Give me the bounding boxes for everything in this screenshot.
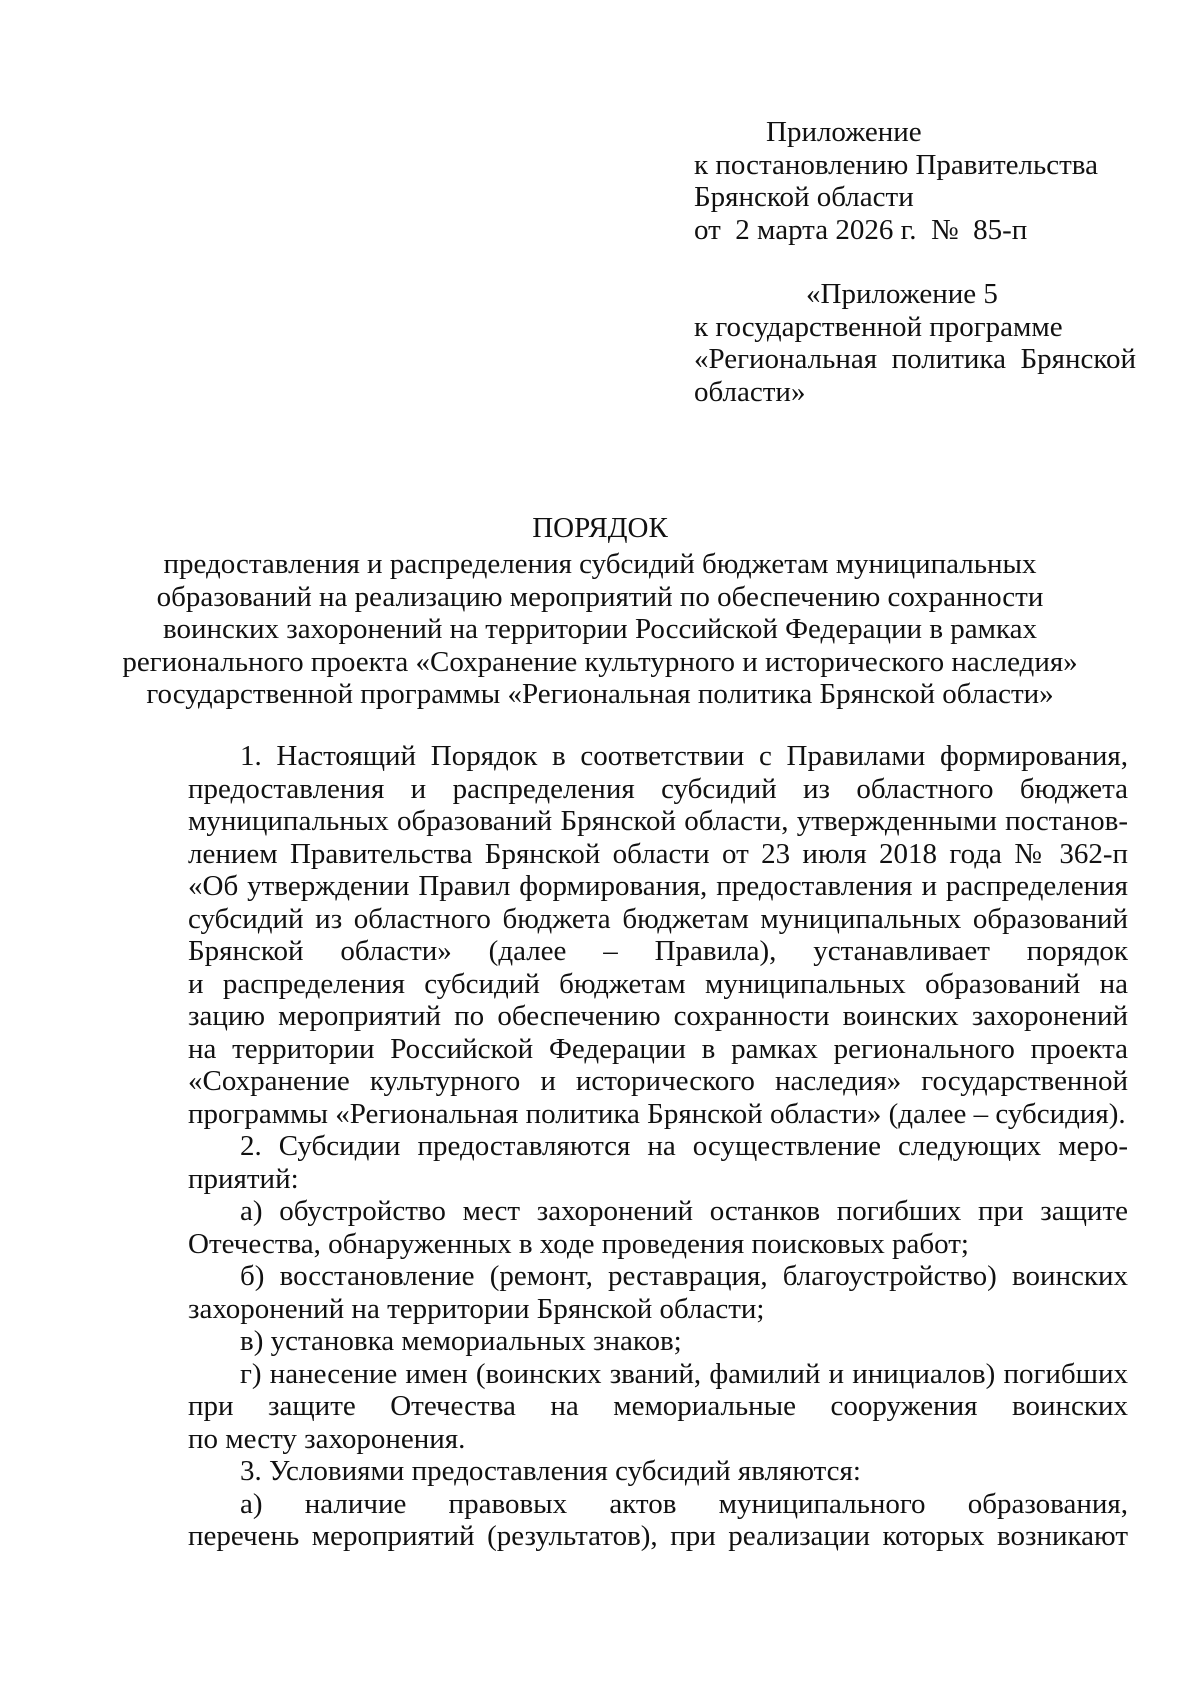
paragraph-2a <box>188 1195 1128 1260</box>
program-appendix-line-2: к государственной программе <box>694 310 1063 343</box>
paragraph-line: а) обустройство мест захоронений останков погибших при защите <box>240 1195 1128 1227</box>
subtitle-line: регионального проекта «Сохранение культурного и исторического наследия» <box>122 645 1078 678</box>
paragraph-line: и распределения субсидий бюджетам муниципальных образований на <box>188 967 1128 1000</box>
appendix-decree-line: к постановлению Правительства <box>694 148 1098 181</box>
paragraph-line: 3. Условиями предоставления субсидий являются: <box>240 1455 861 1487</box>
paragraph-line: Брянской области» (далее – Правила), устанавливает порядок <box>188 935 1128 967</box>
paragraph-2 <box>188 1130 1128 1195</box>
document-body <box>188 740 1128 1553</box>
program-appendix-header <box>694 278 1164 408</box>
paragraph-3a <box>188 1488 1128 1553</box>
paragraph-line: приятий: <box>188 1162 299 1195</box>
paragraph-line: б) восстановление (ремонт, реставрация, благоустройство) воинских <box>240 1260 1128 1292</box>
paragraph-2b <box>188 1260 1128 1325</box>
paragraph-line: в) установка мемориальных знаков; <box>240 1325 682 1357</box>
program-appendix-line-3: «Региональная политика Брянской <box>694 343 1136 375</box>
paragraph-line: Отечества, обнаруженных в ходе проведения поисковых работ; <box>188 1227 969 1260</box>
document-subtitle <box>0 548 1200 711</box>
subtitle-line: предоставления и распределения субсидий бюджетам муниципальных <box>163 548 1037 580</box>
paragraph-line: «Сохранение культурного и исторического наследия» государственной <box>188 1065 1128 1097</box>
paragraph-line: программы «Региональная политика Брянской области» (далее – субсидия). <box>188 1097 1126 1130</box>
paragraph-line: предоставления и распределения субсидий из областного бюджета <box>188 772 1128 805</box>
appendix-title: Приложение <box>766 116 922 148</box>
paragraph-2g <box>188 1358 1128 1456</box>
paragraph-line: по месту захоронения. <box>188 1422 466 1455</box>
paragraph-line: субсидий из областного бюджета бюджетам муниципальных образований <box>188 902 1128 935</box>
program-appendix-title: «Приложение 5 <box>806 278 998 310</box>
paragraph-line: муниципальных образований Брянской области, утвержденными постанов- <box>188 805 1128 837</box>
paragraph-1 <box>188 740 1128 1130</box>
paragraph-line: зацию мероприятий по обеспечению сохранности воинских захоронений <box>188 1000 1128 1032</box>
paragraph-line: а) наличие правовых актов муниципального образования, <box>240 1487 1128 1520</box>
paragraph-line: при защите Отечества на мемориальные сооружения воинских <box>188 1390 1128 1422</box>
subtitle-line: воинских захоронений на территории Российской Федерации в рамках <box>162 613 1038 645</box>
document-title: ПОРЯДОК <box>532 512 668 544</box>
subtitle-line: образований на реализацию мероприятий по обеспечению сохранности <box>156 580 1044 613</box>
paragraph-line: 1. Настоящий Порядок в соответствии с Правилами формирования, <box>240 740 1128 772</box>
paragraph-line: 2. Субсидии предоставляются на осуществление следующих меро- <box>240 1130 1128 1162</box>
paragraph-line: на территории Российской Федерации в рамках регионального проекта <box>188 1032 1128 1065</box>
paragraph-line: захоронений на территории Брянской области; <box>188 1292 765 1325</box>
paragraph-line: г) нанесение имен (воинских званий, фамилий и инициалов) погибших <box>240 1357 1128 1390</box>
paragraph-line: «Об утверждении Правил формирования, предоставления и распределения <box>188 870 1128 902</box>
paragraph-3 <box>188 1455 1128 1488</box>
paragraph-line: перечень мероприятий (результатов), при реализации которых возникают <box>188 1520 1128 1552</box>
program-appendix-line-4: области» <box>694 375 806 408</box>
appendix-header <box>694 116 1164 246</box>
appendix-date-number-line: от 2 марта 2026 г. № 85-п <box>694 213 1028 246</box>
subtitle-line: государственной программы «Региональная политика Брянской области» <box>146 678 1054 710</box>
appendix-region-line: Брянской области <box>694 181 914 213</box>
paragraph-line: лением Правительства Брянской области от 23 июля 2018 года № 362-п <box>188 837 1128 870</box>
paragraph-2v <box>188 1325 1128 1358</box>
